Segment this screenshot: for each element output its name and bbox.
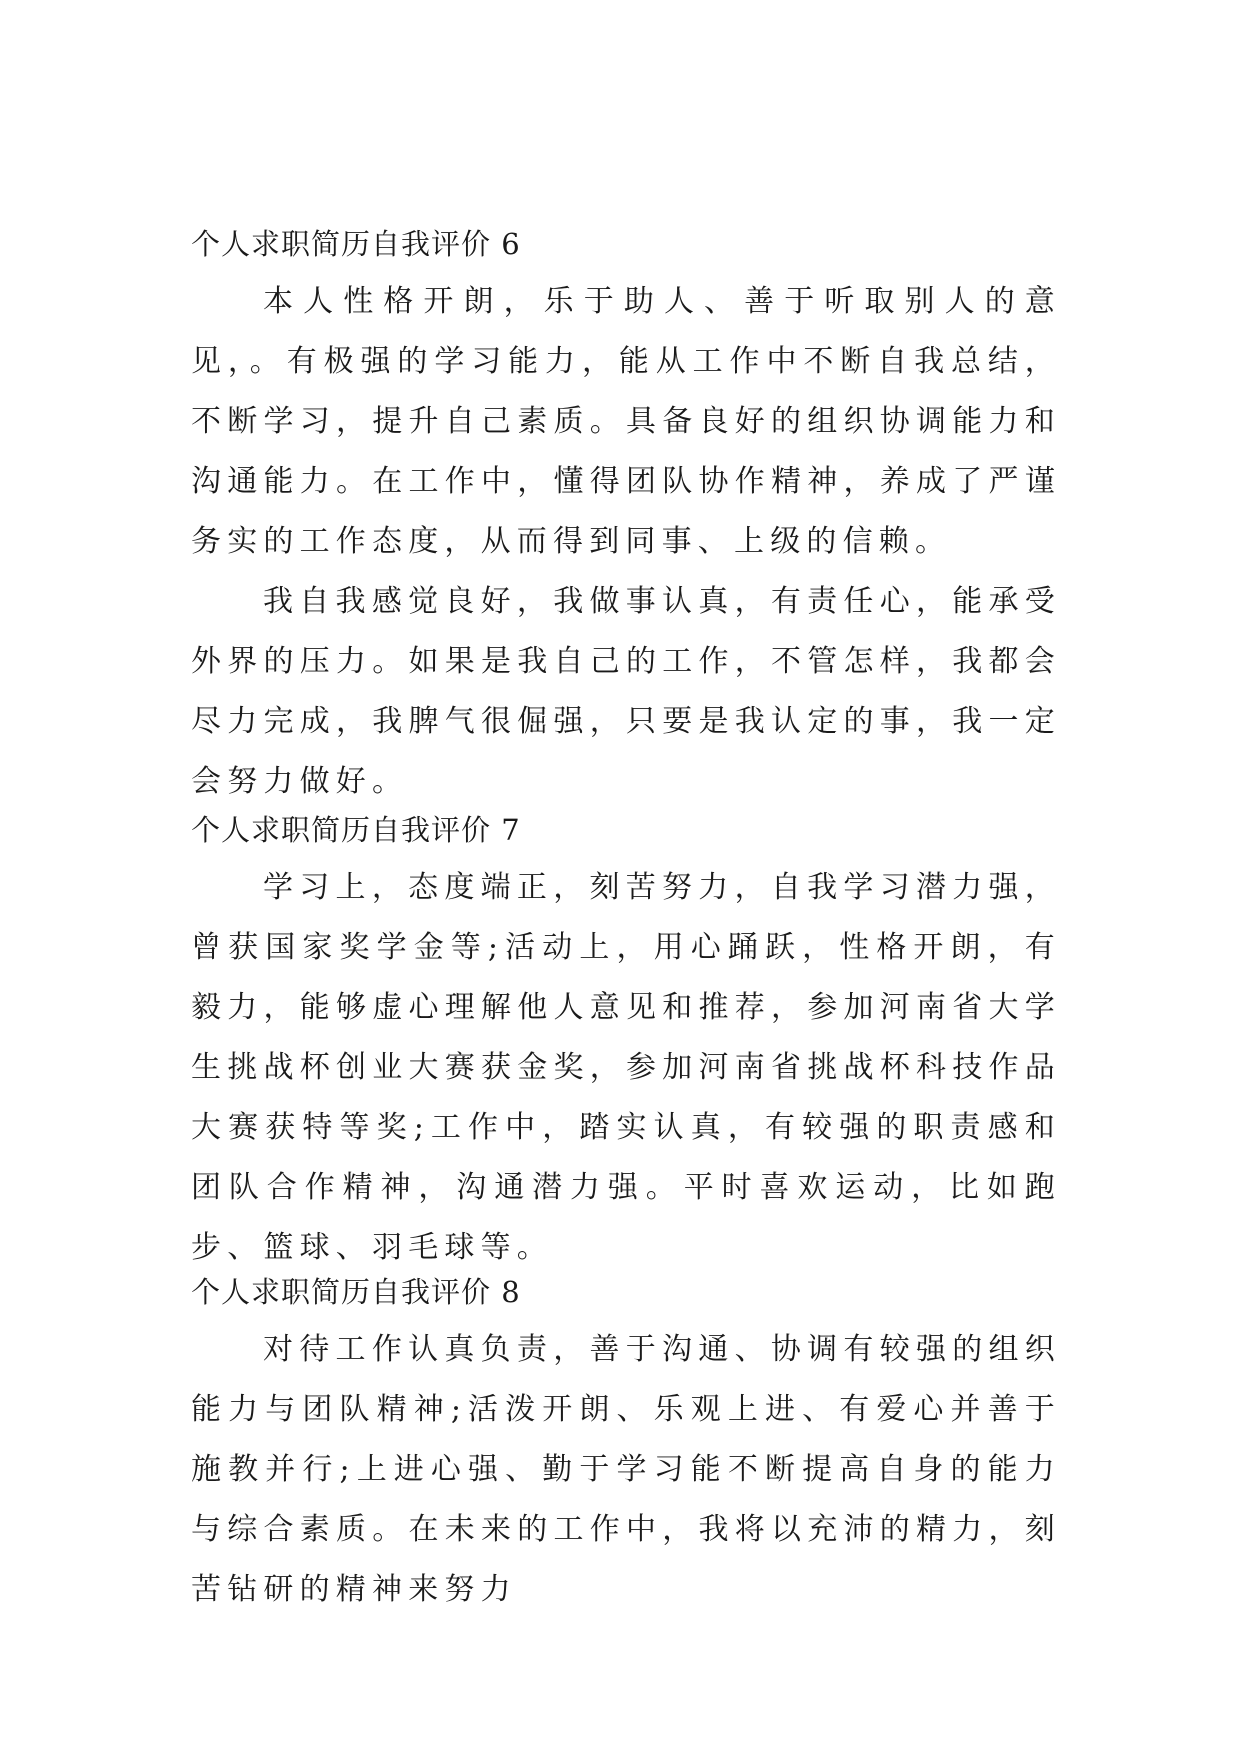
- section-paragraph: 本人性格开朗，乐于助人、善于听取别人的意见，。有极强的学习能力，能从工作中不断自我总结，不断学习，提升自己素质。具备良好的组织协调能力和沟通能力。在工作中，懂得团队协作精神，养成了严谨务实的工作态度，从而得到同事、上级的信赖。: [191, 284, 1061, 559]
- evaluation-section-6: [191, 222, 1061, 812]
- section-paragraph: 我自我感觉良好，我做事认真，有责任心，能承受外界的压力。如果是我自己的工作，不管怎样，我都会尽力完成，我脾气很倔强，只要是我认定的事，我一定会努力做好。: [191, 584, 1061, 799]
- section-paragraph: 对待工作认真负责，善于沟通、协调有较强的组织能力与团队精神;活泼开朗、乐观上进、有爱心并善于施教并行;上进心强、勤于学习能不断提高自身的能力与综合素质。在未来的工作中，我将以充沛的精力，刻苦钻研的精神来努力: [191, 1332, 1061, 1607]
- section-heading: 个人求职简历自我评价 7: [191, 813, 521, 847]
- section-heading: 个人求职简历自我评价 8: [191, 1275, 521, 1309]
- evaluation-section-8: [191, 1270, 1061, 1620]
- section-heading: 个人求职简历自我评价 6: [191, 227, 521, 261]
- evaluation-section-7: [191, 808, 1061, 1278]
- section-paragraph: 学习上，态度端正，刻苦努力，自我学习潜力强，曾获国家奖学金等;活动上，用心踊跃，性格开朗，有毅力，能够虚心理解他人意见和推荐，参加河南省大学生挑战杯创业大赛获金奖，参加河南省挑战杯科技作品大赛获特等奖;工作中，踏实认真，有较强的职责感和团队合作精神，沟通潜力强。平时喜欢运动，比如跑步、篮球、羽毛球等。: [191, 870, 1061, 1265]
